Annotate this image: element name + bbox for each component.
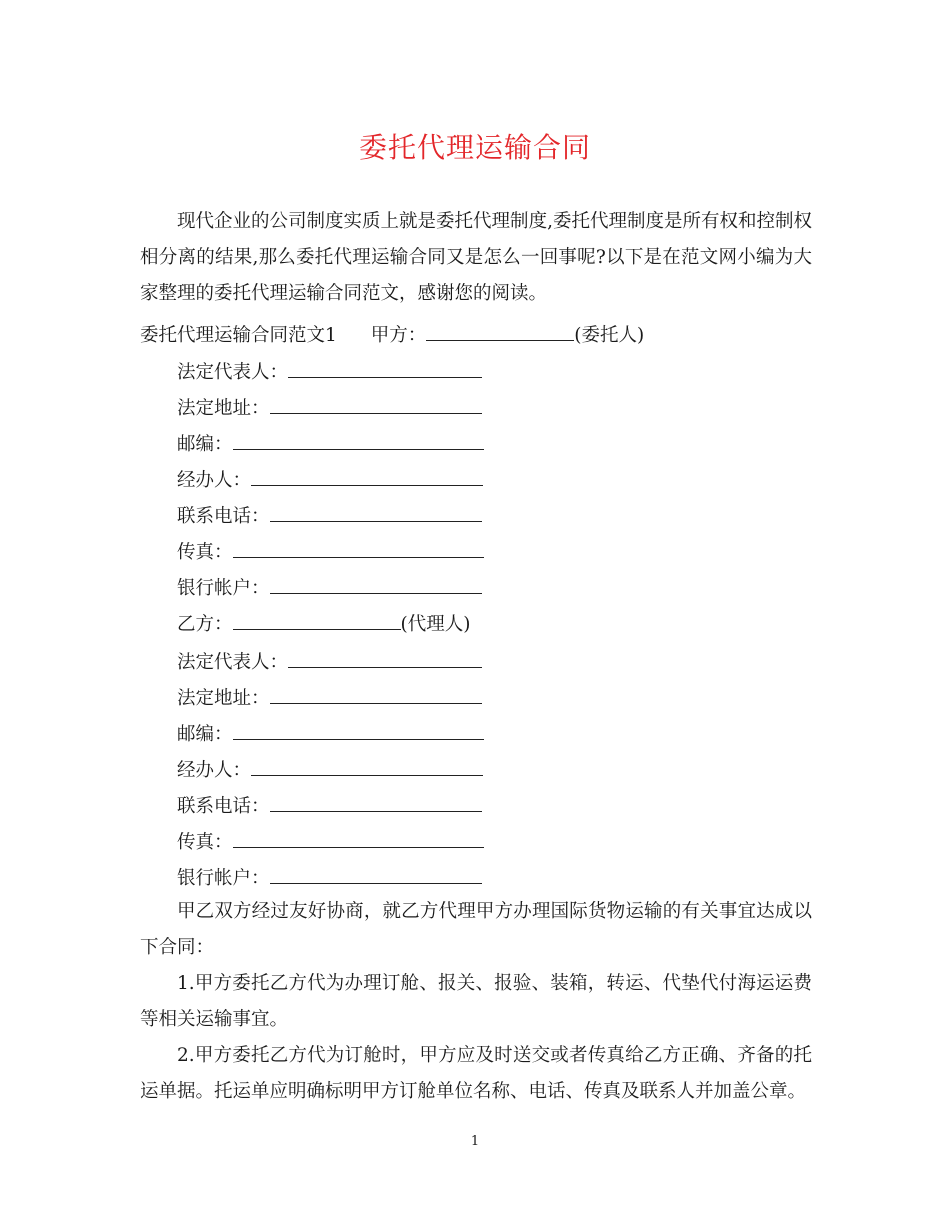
party-a-role: (委托人) <box>574 325 645 346</box>
document-title: 委托代理运输合同 <box>358 131 591 164</box>
field-blank <box>233 537 484 558</box>
field-blank <box>270 683 482 704</box>
party-a-field-fax: 传真： <box>177 537 484 566</box>
field-blank <box>233 429 484 450</box>
field-blank <box>233 827 484 848</box>
party-a-field-address: 法定地址： <box>177 393 482 422</box>
field-blank <box>270 791 482 812</box>
sample-heading: 委托代理运输合同范文1 <box>140 325 337 346</box>
agreement-intro: 甲乙双方经过友好协商，就乙方代理甲方办理国际货物运输的有关事宜达成以下合同： <box>140 901 812 958</box>
party-b-field-fax: 传真： <box>177 827 484 856</box>
party-a-field-agent: 经办人： <box>177 465 483 494</box>
party-a-line <box>140 320 644 349</box>
field-blank <box>251 465 483 486</box>
party-b-field-phone: 联系电话： <box>177 791 482 820</box>
field-blank <box>233 719 484 740</box>
page-number: 1 <box>470 1134 480 1149</box>
party-b-field-agent: 经办人： <box>177 755 483 784</box>
field-blank <box>270 501 482 522</box>
party-b-field-representative: 法定代表人： <box>177 647 482 676</box>
field-blank <box>270 393 482 414</box>
party-b-label: 乙方： <box>177 614 233 635</box>
clause-2: 2.甲方委托乙方代为订舱时，甲方应及时送交或者传真给乙方正确、齐备的托运单据。托运单应明确标明甲方订舱单位名称、电话、传真及联系人并加盖公章。 <box>140 1045 812 1102</box>
field-blank <box>251 755 483 776</box>
party-b-field-bank: 银行帐户： <box>177 863 482 892</box>
party-b-field-postcode: 邮编： <box>177 719 484 748</box>
party-a-field-representative: 法定代表人： <box>177 357 482 386</box>
party-b-role: (代理人) <box>400 614 471 635</box>
clause-1: 1.甲方委托乙方代为办理订舱、报关、报验、装箱，转运、代垫代付海运运费等相关运输事宜。 <box>140 973 812 1030</box>
party-b-field-address: 法定地址： <box>177 683 482 712</box>
party-b-blank <box>233 609 401 630</box>
party-b-line <box>177 609 470 638</box>
intro-paragraph: 现代企业的公司制度实质上就是委托代理制度,委托代理制度是所有权和控制权相分离的结果,那么委托代理运输合同又是怎么一回事呢?以下是在范文网小编为大家整理的委托代理运输合同范文，感谢您的阅读。 <box>140 211 812 304</box>
field-blank <box>288 647 482 668</box>
party-a-label: 甲方： <box>370 325 427 346</box>
field-blank <box>270 863 482 884</box>
field-blank <box>288 357 482 378</box>
party-a-field-phone: 联系电话： <box>177 501 482 530</box>
party-a-field-postcode: 邮编： <box>177 429 484 458</box>
party-a-field-bank: 银行帐户： <box>177 573 482 602</box>
field-blank <box>270 573 482 594</box>
party-a-blank <box>426 320 574 341</box>
